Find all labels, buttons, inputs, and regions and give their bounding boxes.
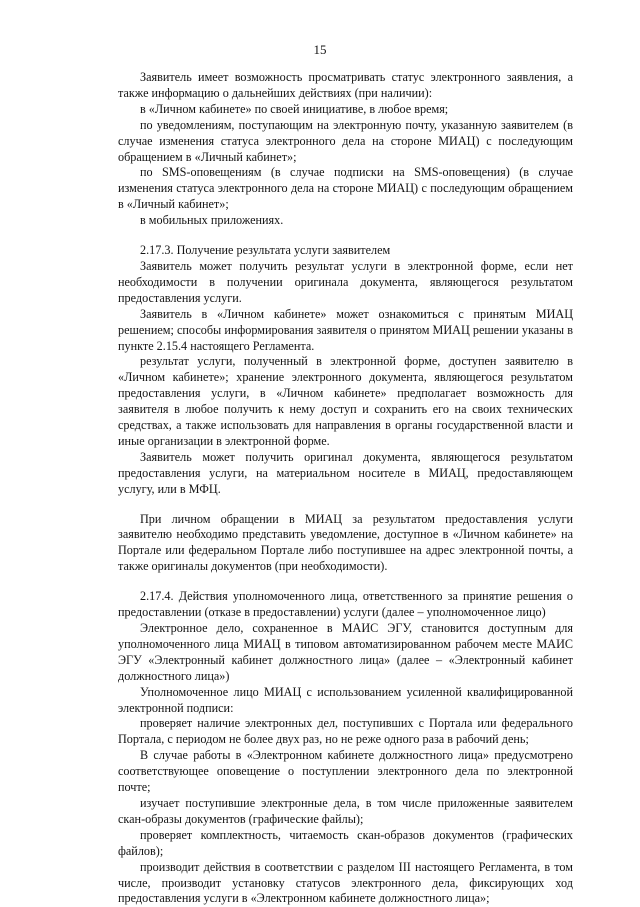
paragraph: результат услуги, полученный в электронной форме, доступен заявителю в «Личном кабинете»; хранение электронного документа, являющегося результатом предоставления услуги, в «Личном кабинете» предполагает возможность для заявителя в любое получить к нему доступ и сохранить его на своих технических средствах, а также использовать для направления в органы государственной власти и иные организации в электронной форме. xyxy=(118,354,573,448)
document-body xyxy=(118,70,573,907)
paragraph: проверяет наличие электронных дел, поступивших с Портала или федерального Портала, с периодом не более двух раз, но не реже одного раза в рабочий день; xyxy=(118,716,573,747)
page-number: 15 xyxy=(313,42,327,57)
section-heading: 2.17.3. Получение результата услуги заявителем xyxy=(140,243,391,258)
section-heading: 2.17.4. Действия уполномоченного лица, ответственного за принятие решения о предоставлении (отказе в предоставлении) услуги (далее – уполномоченное лицо) xyxy=(118,589,573,620)
spacer xyxy=(118,229,573,243)
paragraph: по SMS-оповещениям (в случае подписки на SMS-оповещения) (в случае изменения статуса электронного дела на стороне МИАЦ) с последующим обращением в «Личный кабинет»; xyxy=(118,165,573,212)
paragraph: проверяет комплектность, читаемость скан-образов документов (графических файлов); xyxy=(118,827,573,858)
paragraph: по уведомлениям, поступающим на электронную почту, указанную заявителем (в случае изменения статуса электронного дела на стороне МИАЦ) с последующим обращением в «Личный кабинет»; xyxy=(118,117,573,164)
paragraph: Заявитель в «Личном кабинете» может ознакомиться с принятым МИАЦ решением; способы информирования заявителя о принятом МИАЦ решении указаны в пункте 2.15.4 настоящего Регламента. xyxy=(118,306,573,353)
spacer xyxy=(118,575,573,589)
paragraph: Электронное дело, сохраненное в МАИС ЭГУ, становится доступным для уполномоченного лица МИАЦ в типовом автоматизированном рабочем месте МАИС ЭГУ «Электронный кабинет должностного лица» (далее – «Электронный кабинет должностного лица») xyxy=(118,621,573,683)
paragraph: в «Личном кабинете» по своей инициативе, в любое время; xyxy=(140,101,449,116)
paragraph: В случае работы в «Электронном кабинете должностного лица» предусмотрено соответствующее оповещение о поступлении электронного дела по электронной почте; xyxy=(118,748,573,795)
paragraph: Заявитель имеет возможность просматривать статус электронного заявления, а также информацию о дальнейших действиях (при наличии): xyxy=(118,70,573,100)
paragraph: Заявитель может получить оригинал документа, являющегося результатом предоставления услуги, на материальном носителе в МИАЦ, предоставляющем услугу, или в МФЦ. xyxy=(118,449,573,496)
paragraph: Заявитель может получить результат услуги в электронной форме, если нет необходимости в получении оригинала документа, являющегося результатом предоставления услуги. xyxy=(118,258,573,305)
spacer xyxy=(118,498,573,512)
paragraph: производит действия в соответствии с разделом III настоящего Регламента, в том числе, производит установку статусов электронного дела, фиксирующих ход предоставления услуги в «Электронном кабинете должностного лица»; xyxy=(118,859,573,906)
paragraph: изучает поступившие электронные дела, в том числе приложенные заявителем скан-образы документов (графические файлы); xyxy=(118,795,573,826)
paragraph: в мобильных приложениях. xyxy=(140,213,284,228)
paragraph: Уполномоченное лицо МИАЦ с использованием усиленной квалифицированной электронной подписи: xyxy=(118,684,573,715)
paragraph: При личном обращении в МИАЦ за результатом предоставления услуги заявителю необходимо представить уведомление, доступное в «Личном кабинете» на Портале или федеральном Портале либо поступившее на адрес электронной почты, а также оригиналы документов (при необходимости). xyxy=(118,511,573,574)
